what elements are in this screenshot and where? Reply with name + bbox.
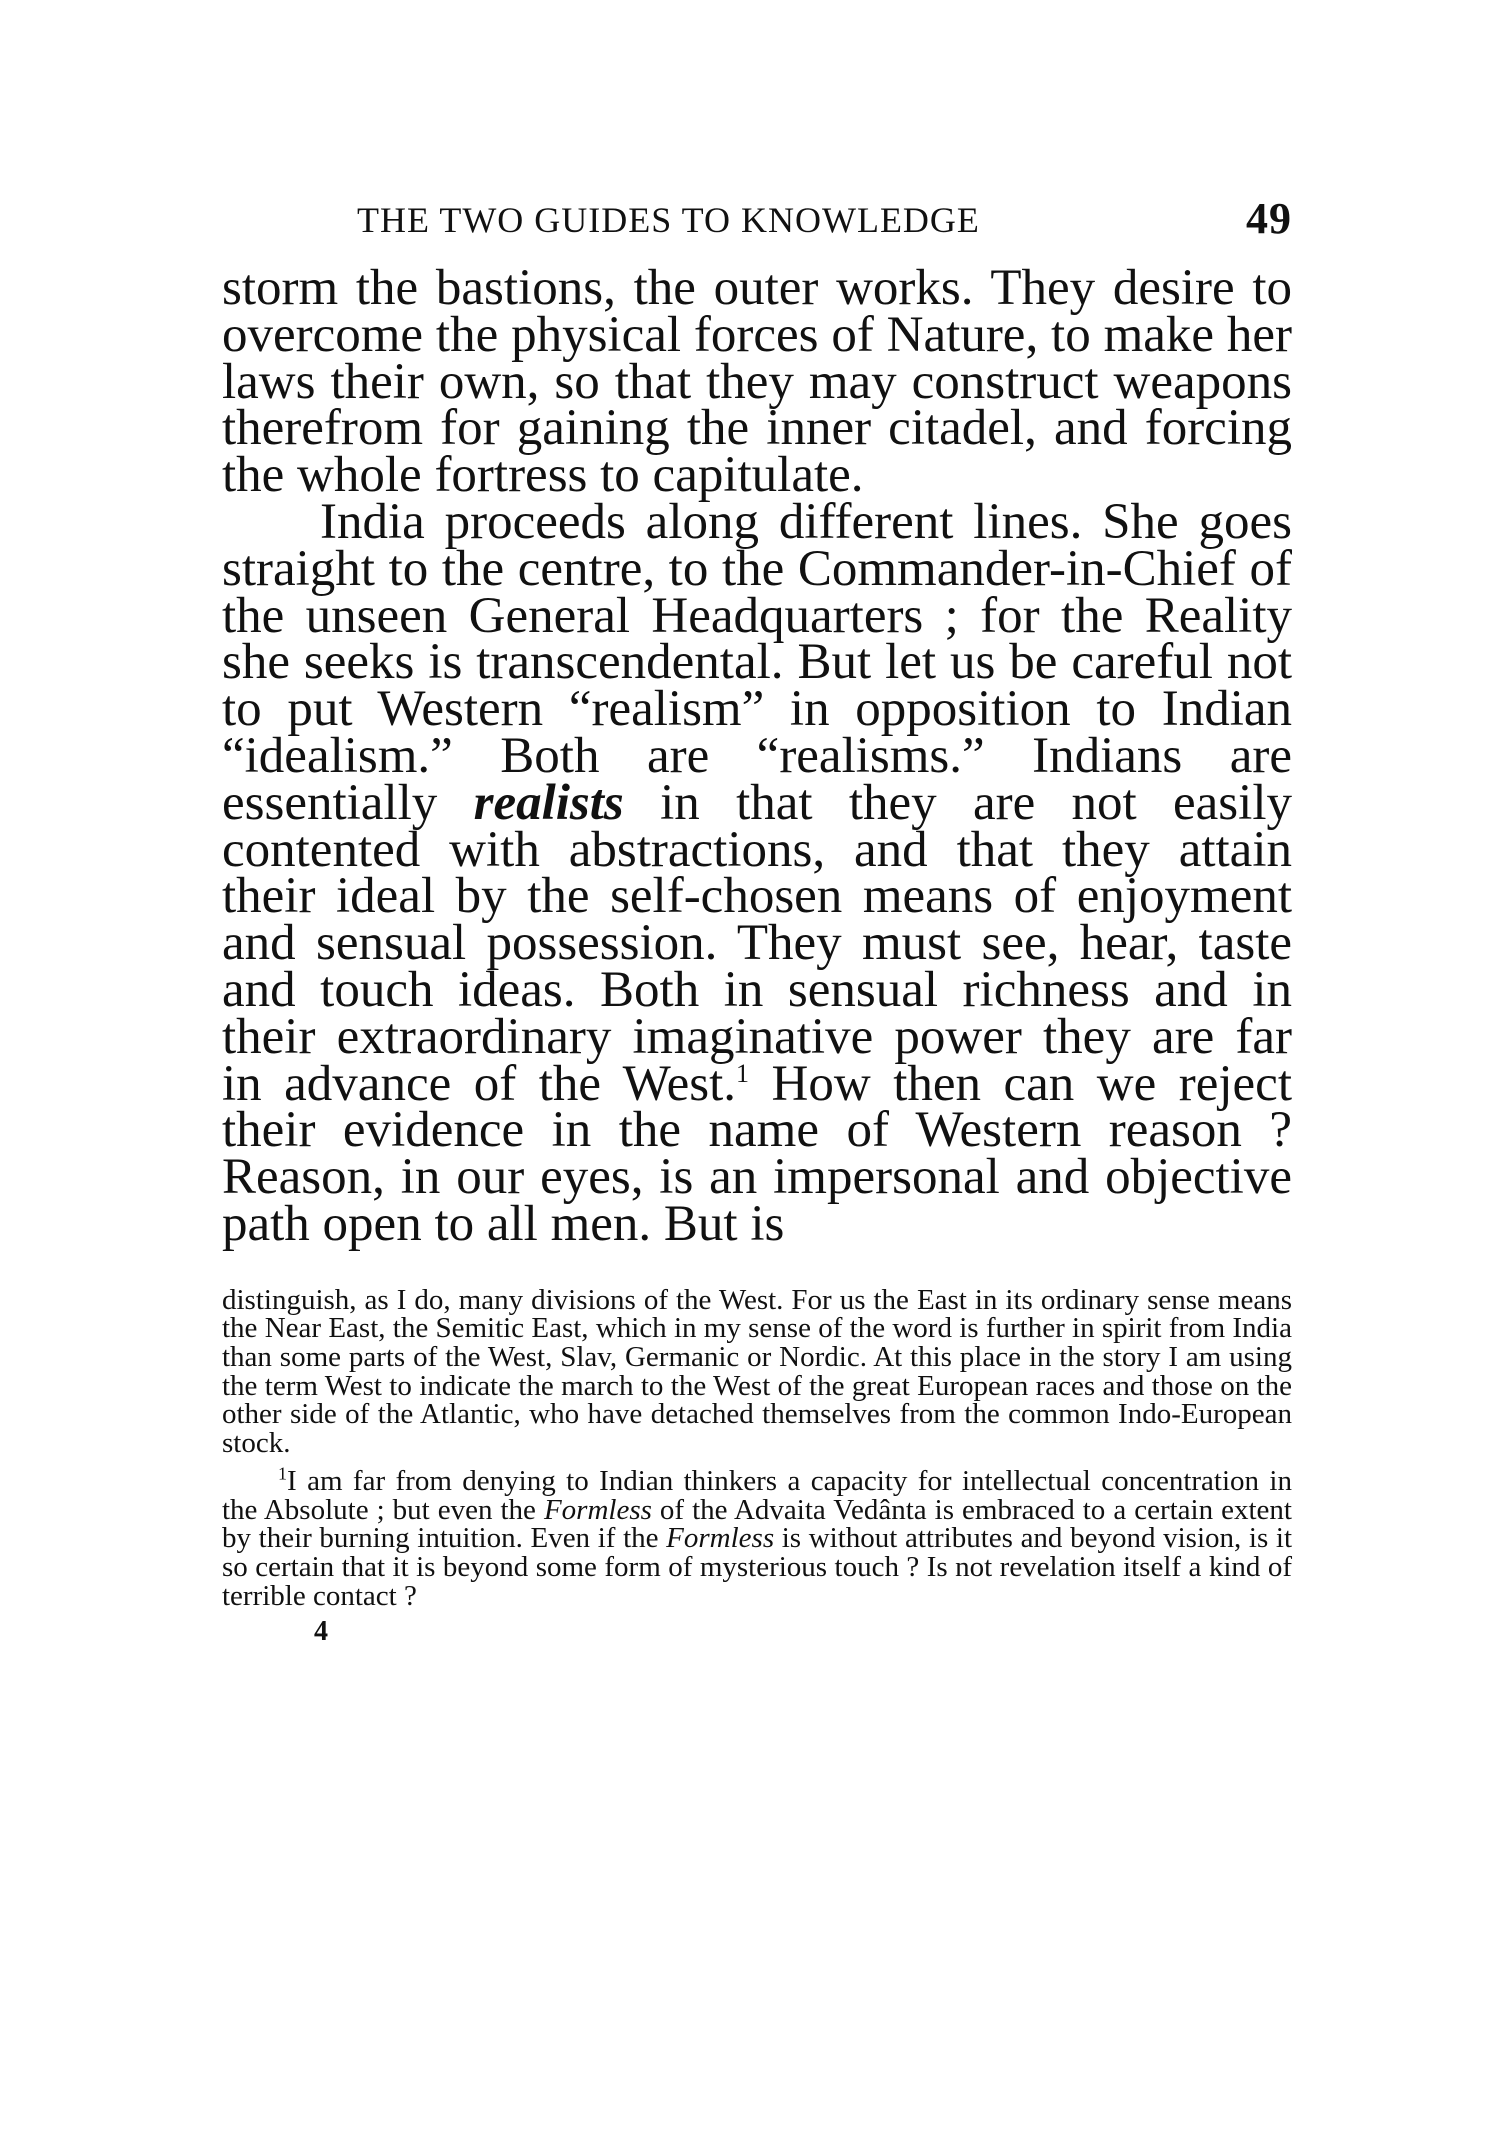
footnotes bbox=[222, 1283, 1292, 1612]
paragraph-1 bbox=[222, 260, 1292, 504]
footnote-1-text-c: is without attributes and beyond vision, is it so certain that it is beyond some form of mysterious touch ? Is not revelation itself a kind of terrible contact ? bbox=[222, 1522, 1292, 1612]
paragraph-1-text: storm the bastions, the outer works. They desire to overcome the physical forces of Nature, to make her laws their own, so that they may construct weapons therefrom for gaining the inner citadel, and forcing the whole fortress to capitulate. bbox=[222, 260, 1292, 504]
footnote-1-text-b: of the Advaita Vedânta is embraced to a certain extent by their burning intuition. Even if the bbox=[222, 1493, 1292, 1555]
footnote-reference: 1 bbox=[736, 1058, 750, 1088]
paragraph-2 bbox=[222, 493, 1292, 1252]
paragraph-2-text-c: How then can we reject their evidence in the name of Western reason ? Reason, in our eyes, is an impersonal and objective path open to all men. But is bbox=[222, 1055, 1292, 1252]
footnote-continued bbox=[222, 1283, 1292, 1459]
paragraph-2-italic: realists bbox=[473, 774, 624, 831]
page-number: 49 bbox=[1246, 194, 1292, 243]
signature-mark: 4 bbox=[314, 1616, 328, 1648]
paragraph-2-text-a: India proceeds along different lines. She goes straight to the centre, to the Commander-in-Chief of the unseen General Headquarters ; for the Reality she seeks is transcendental. But let us be careful not to put Western “realism” in opposition to Indian “idealism.” Both are “realisms.” Indians are essentially bbox=[222, 493, 1292, 831]
footnote-continued-text: distinguish, as I do, many divisions of the West. For us the East in its ordinary sense means the Near East, the Semitic East, which in my sense of the word is further in spirit from India than some parts of the West, Slav, Germanic or Nordic. At this place in the story I am using the term West to indicate the march to the West of the great European races and those on the other side of the Atlantic, who have detached themselves from the common Indo-European stock. bbox=[222, 1283, 1292, 1459]
body-text bbox=[222, 260, 1292, 1252]
footnote-1-marker: 1 bbox=[278, 1463, 287, 1484]
book-page bbox=[222, 195, 1292, 1648]
footnote-1-italic-2: Formless bbox=[666, 1522, 775, 1555]
running-title: THE TWO GUIDES TO KNOWLEDGE bbox=[357, 200, 980, 240]
footnote-1 bbox=[222, 1463, 1292, 1612]
footnote-1-text-a: I am far from denying to Indian thinkers a capacity for intellectual concentration in the Absolute ; but even the bbox=[222, 1465, 1292, 1526]
paragraph-2-text-b: in that they are not easily contented with abstractions, and that they attain their ideal by the self-chosen means of enjoyment and sensual possession. They must see, hear, taste and touch ideas. Both in sensual richness and in their extraordinary imaginative power they are far in advance of the West. bbox=[222, 774, 1292, 1112]
running-head bbox=[222, 195, 1292, 251]
footnote-1-italic-1: Formless bbox=[543, 1493, 652, 1526]
